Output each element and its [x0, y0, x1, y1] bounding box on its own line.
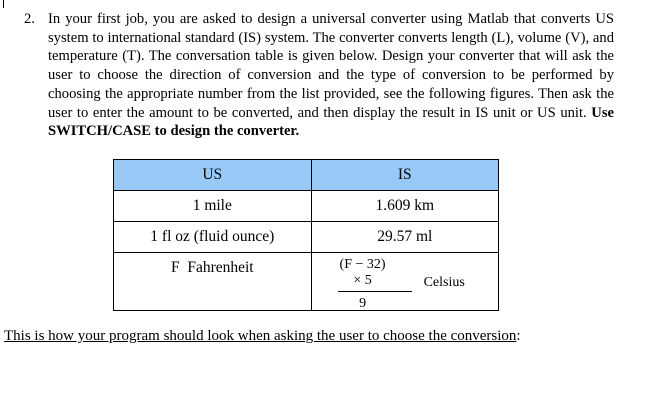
text-cursor — [3, 0, 4, 8]
table-row — [114, 253, 499, 311]
cell-us-length: 1 mile — [114, 191, 312, 222]
question-text — [48, 10, 614, 141]
cell-us-temperature — [114, 253, 312, 311]
footer-colon: : — [516, 328, 521, 344]
formula-denominator: 9 — [359, 296, 367, 311]
cell-is-temperature — [311, 253, 498, 311]
fraction-bar — [338, 291, 412, 292]
cell-is-volume: 29.57 ml — [311, 222, 498, 253]
question-body: In your first job, you are asked to design a universal converter using Matlab that converts US system to international standard (IS) system. The converter converts length (L), volume (V), and temperature (T). The conversation table is given below. Design your converter that will ask the user to choose the direction of conversion and the type of conversion to be performed by choosing the appropriate number from the list provided, see the following figures. Then ask the user to enter the amount to be converted, and then display the result in IS unit or US unit. — [48, 11, 614, 121]
question-number: 2. — [24, 11, 35, 27]
formula-numerator: (F − 32) × 5 — [339, 257, 386, 288]
conversion-formula — [338, 257, 388, 312]
header-is: IS — [311, 160, 498, 191]
table-row — [114, 191, 499, 222]
cell-is-length: 1.609 km — [311, 191, 498, 222]
table-header-row — [114, 160, 499, 191]
conversion-table — [113, 159, 499, 311]
footer-text: This is how your program should look when asking the user to choose the conversion — [4, 328, 517, 344]
header-us: US — [114, 160, 312, 191]
us-temperature-label: F Fahrenheit — [170, 259, 254, 276]
footer-instruction — [4, 328, 521, 345]
question-instruction: Use SWITCH/CASE to design the converter. — [48, 104, 614, 140]
table-row — [114, 222, 499, 253]
cell-us-volume: 1 fl oz (fluid ounce) — [114, 222, 312, 253]
question-block — [24, 10, 614, 141]
is-temperature-unit: Celsius — [423, 275, 465, 290]
